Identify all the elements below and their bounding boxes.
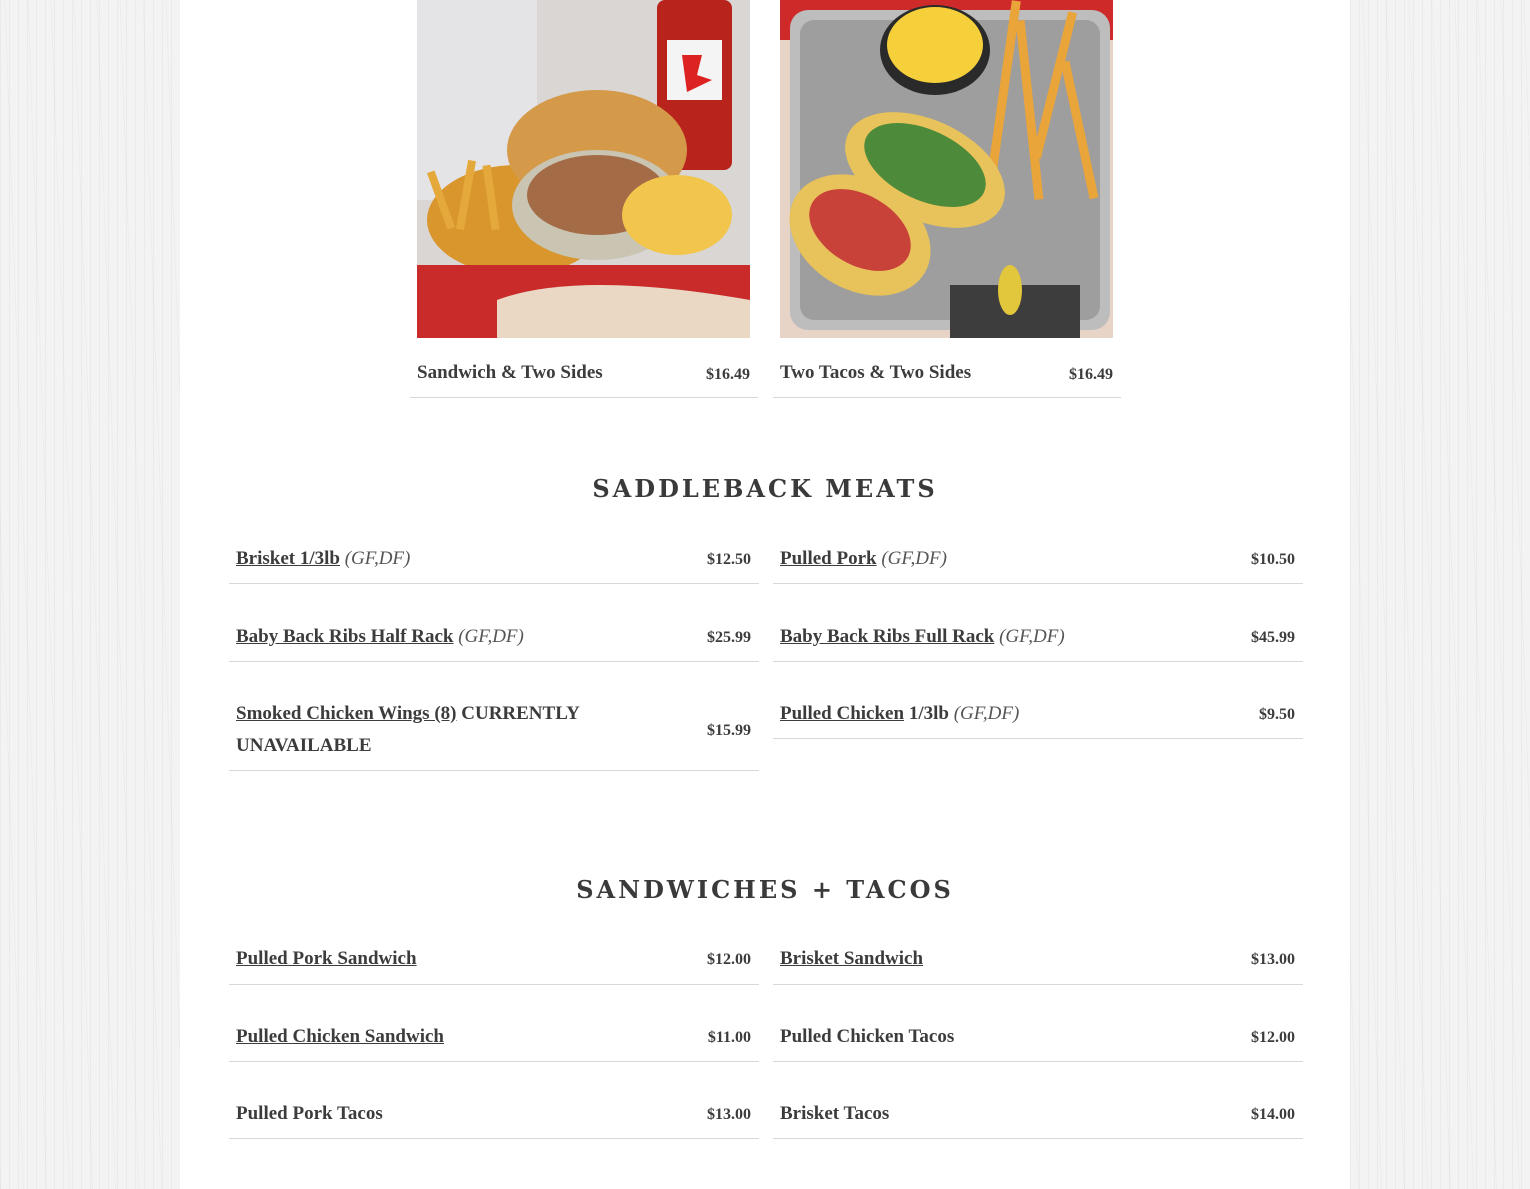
menu-item-link[interactable]: Pulled Chicken xyxy=(780,703,905,724)
tacos-photo xyxy=(780,0,1113,338)
dietary-tag: (GF,DF) xyxy=(999,626,1065,647)
portion-note: 1/3lb xyxy=(908,703,949,724)
featured-item-price: $16.49 xyxy=(1069,366,1113,383)
menu-item-link[interactable]: Baby Back Ribs Half Rack xyxy=(236,626,454,647)
menu-item[interactable] xyxy=(773,1095,1303,1139)
menu-item[interactable] xyxy=(229,618,759,662)
menu-item-link[interactable]: Pulled Pork Sandwich xyxy=(236,948,417,969)
menu-item-link[interactable]: Brisket 1/3lb xyxy=(236,548,340,569)
menu-item-price: $45.99 xyxy=(1251,629,1295,646)
menu-item-price: $11.00 xyxy=(707,1029,751,1046)
menu-item[interactable] xyxy=(773,1018,1303,1062)
menu-item[interactable] xyxy=(773,695,1303,739)
menu-item-link[interactable]: Brisket Sandwich xyxy=(780,948,924,969)
menu-item-price: $12.50 xyxy=(707,551,751,568)
section-title-sandwiches-tacos: SANDWICHES + TACOS xyxy=(576,875,954,904)
menu-item-link[interactable]: Pulled Chicken Sandwich xyxy=(236,1026,444,1047)
featured-item-name[interactable]: Sandwich & Two Sides xyxy=(417,362,603,383)
menu-item[interactable] xyxy=(229,941,759,985)
menu-item-price: $9.50 xyxy=(1259,706,1295,723)
menu-item-name: Brisket Tacos xyxy=(780,1103,890,1124)
menu-item-name: Pulled Chicken Tacos xyxy=(780,1026,955,1047)
section-title-saddleback-meats: SADDLEBACK MEATS xyxy=(592,474,938,503)
featured-item-price: $16.49 xyxy=(706,366,750,383)
menu-item[interactable] xyxy=(773,540,1303,584)
menu-item[interactable] xyxy=(773,618,1303,662)
menu-item-price: $12.00 xyxy=(1251,1029,1295,1046)
menu-item-link[interactable]: Smoked Chicken Wings (8) xyxy=(236,703,457,724)
menu-item[interactable] xyxy=(229,1095,759,1139)
menu-item-price: $13.00 xyxy=(1251,951,1295,968)
menu-item-link[interactable]: Baby Back Ribs Full Rack xyxy=(780,626,995,647)
dietary-tag: (GF,DF) xyxy=(881,548,947,569)
featured-item-name[interactable]: Two Tacos & Two Sides xyxy=(780,362,972,383)
menu-item-price: $12.00 xyxy=(707,951,751,968)
menu-item-price: $14.00 xyxy=(1251,1106,1295,1123)
menu-item-price: $15.99 xyxy=(707,722,751,739)
sandwich-photo xyxy=(417,0,750,338)
featured-row[interactable] xyxy=(773,354,1121,398)
menu-item-price: $13.00 xyxy=(707,1106,751,1123)
menu-item-name: Pulled Pork Tacos xyxy=(236,1103,383,1124)
menu-item-link[interactable]: Pulled Pork xyxy=(780,548,877,569)
dietary-tag: (GF,DF) xyxy=(953,703,1020,724)
featured-row[interactable] xyxy=(410,354,758,398)
menu-item[interactable] xyxy=(229,1018,759,1062)
availability-note: CURRENTLY UNAVAILABLE xyxy=(236,703,580,756)
dietary-tag: (GF,DF) xyxy=(344,548,411,569)
menu-item[interactable] xyxy=(773,941,1303,985)
menu-panel xyxy=(180,0,1350,1189)
menu-item[interactable] xyxy=(229,540,759,584)
menu-item-price: $10.50 xyxy=(1251,551,1295,568)
dietary-tag: (GF,DF) xyxy=(458,626,524,647)
menu-item-price: $25.99 xyxy=(707,629,751,646)
menu-item[interactable] xyxy=(229,695,759,771)
